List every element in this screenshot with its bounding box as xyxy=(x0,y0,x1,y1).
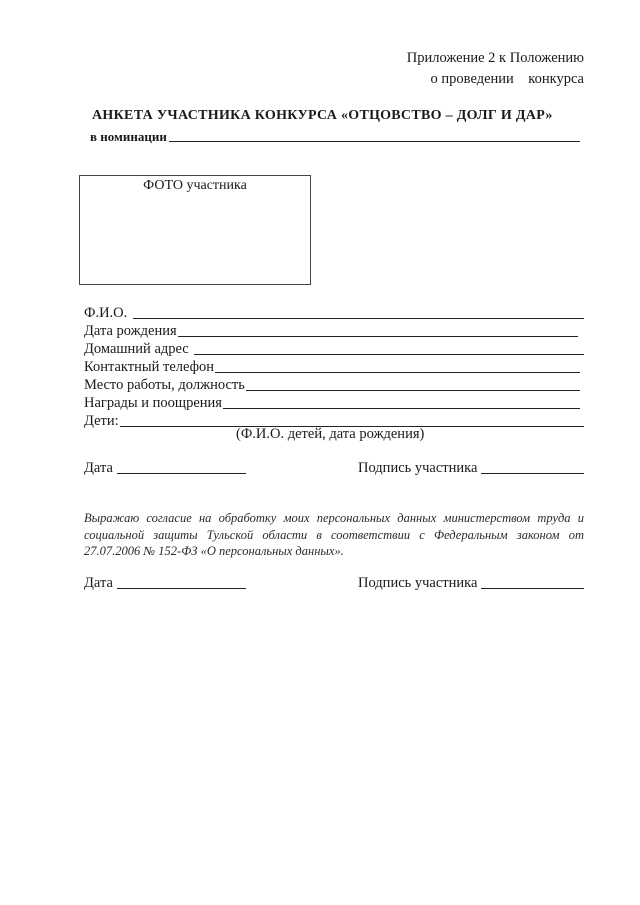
photo-placeholder xyxy=(79,175,311,285)
signature-block-1 xyxy=(358,460,584,477)
fio-field[interactable] xyxy=(133,318,584,319)
participant-fields xyxy=(84,304,584,430)
date-field-1[interactable] xyxy=(117,473,246,474)
appendix-note xyxy=(324,48,584,90)
children-hint: (Ф.И.О. детей, дата рождения) xyxy=(236,426,425,442)
awards-label: Награды и поощрения xyxy=(84,395,222,411)
home-address-row xyxy=(84,340,584,358)
home-address-field[interactable] xyxy=(194,354,584,355)
date-field-2[interactable] xyxy=(117,588,246,589)
photo-label: ФОТО участника xyxy=(143,178,247,193)
signature-row-1 xyxy=(84,460,584,480)
date-label-2: Дата xyxy=(84,575,113,591)
fio-label: Ф.И.О. xyxy=(84,305,128,321)
phone-row xyxy=(84,358,584,376)
signature-label-1: Подпись участника xyxy=(358,460,478,476)
date-block-1 xyxy=(84,460,246,477)
phone-label: Контактный телефон xyxy=(84,359,215,375)
signature-field-2[interactable] xyxy=(481,588,584,589)
fio-row xyxy=(84,304,584,322)
birth-date-label: Дата рождения xyxy=(84,323,177,339)
nomination-label: в номинации xyxy=(90,129,167,144)
form-title: АНКЕТА УЧАСТНИКА КОНКУРСА «ОТЦОВСТВО – ДОЛГ И ДАР» xyxy=(92,108,553,123)
work-label: Место работы, должность xyxy=(84,377,245,393)
date-label-1: Дата xyxy=(84,460,113,476)
date-block-2 xyxy=(84,575,246,592)
birth-date-field[interactable] xyxy=(178,336,578,337)
consent-text: Выражаю согласие на обработку моих персональных данных министерством труда и социальной защиты Тульской области в соответствии с Федеральным законом от 27.07.2006 № 152-ФЗ «О персональных данных». xyxy=(84,511,584,558)
work-row xyxy=(84,376,584,394)
awards-field[interactable] xyxy=(223,408,580,409)
work-field[interactable] xyxy=(246,390,580,391)
signature-row-2 xyxy=(84,575,584,595)
awards-row xyxy=(84,394,584,412)
home-address-label: Домашний адрес xyxy=(84,341,189,357)
appendix-line-2: о проведении конкурса xyxy=(430,71,584,87)
signature-field-1[interactable] xyxy=(481,473,584,474)
appendix-line-1: Приложение 2 к Положению xyxy=(406,50,584,66)
children-label: Дети: xyxy=(84,413,119,429)
nomination-field[interactable] xyxy=(169,140,580,142)
phone-field[interactable] xyxy=(215,372,580,373)
nomination-row xyxy=(90,127,580,145)
signature-block-2 xyxy=(358,575,584,592)
signature-label-2: Подпись участника xyxy=(358,575,478,591)
birth-date-row xyxy=(84,322,584,340)
